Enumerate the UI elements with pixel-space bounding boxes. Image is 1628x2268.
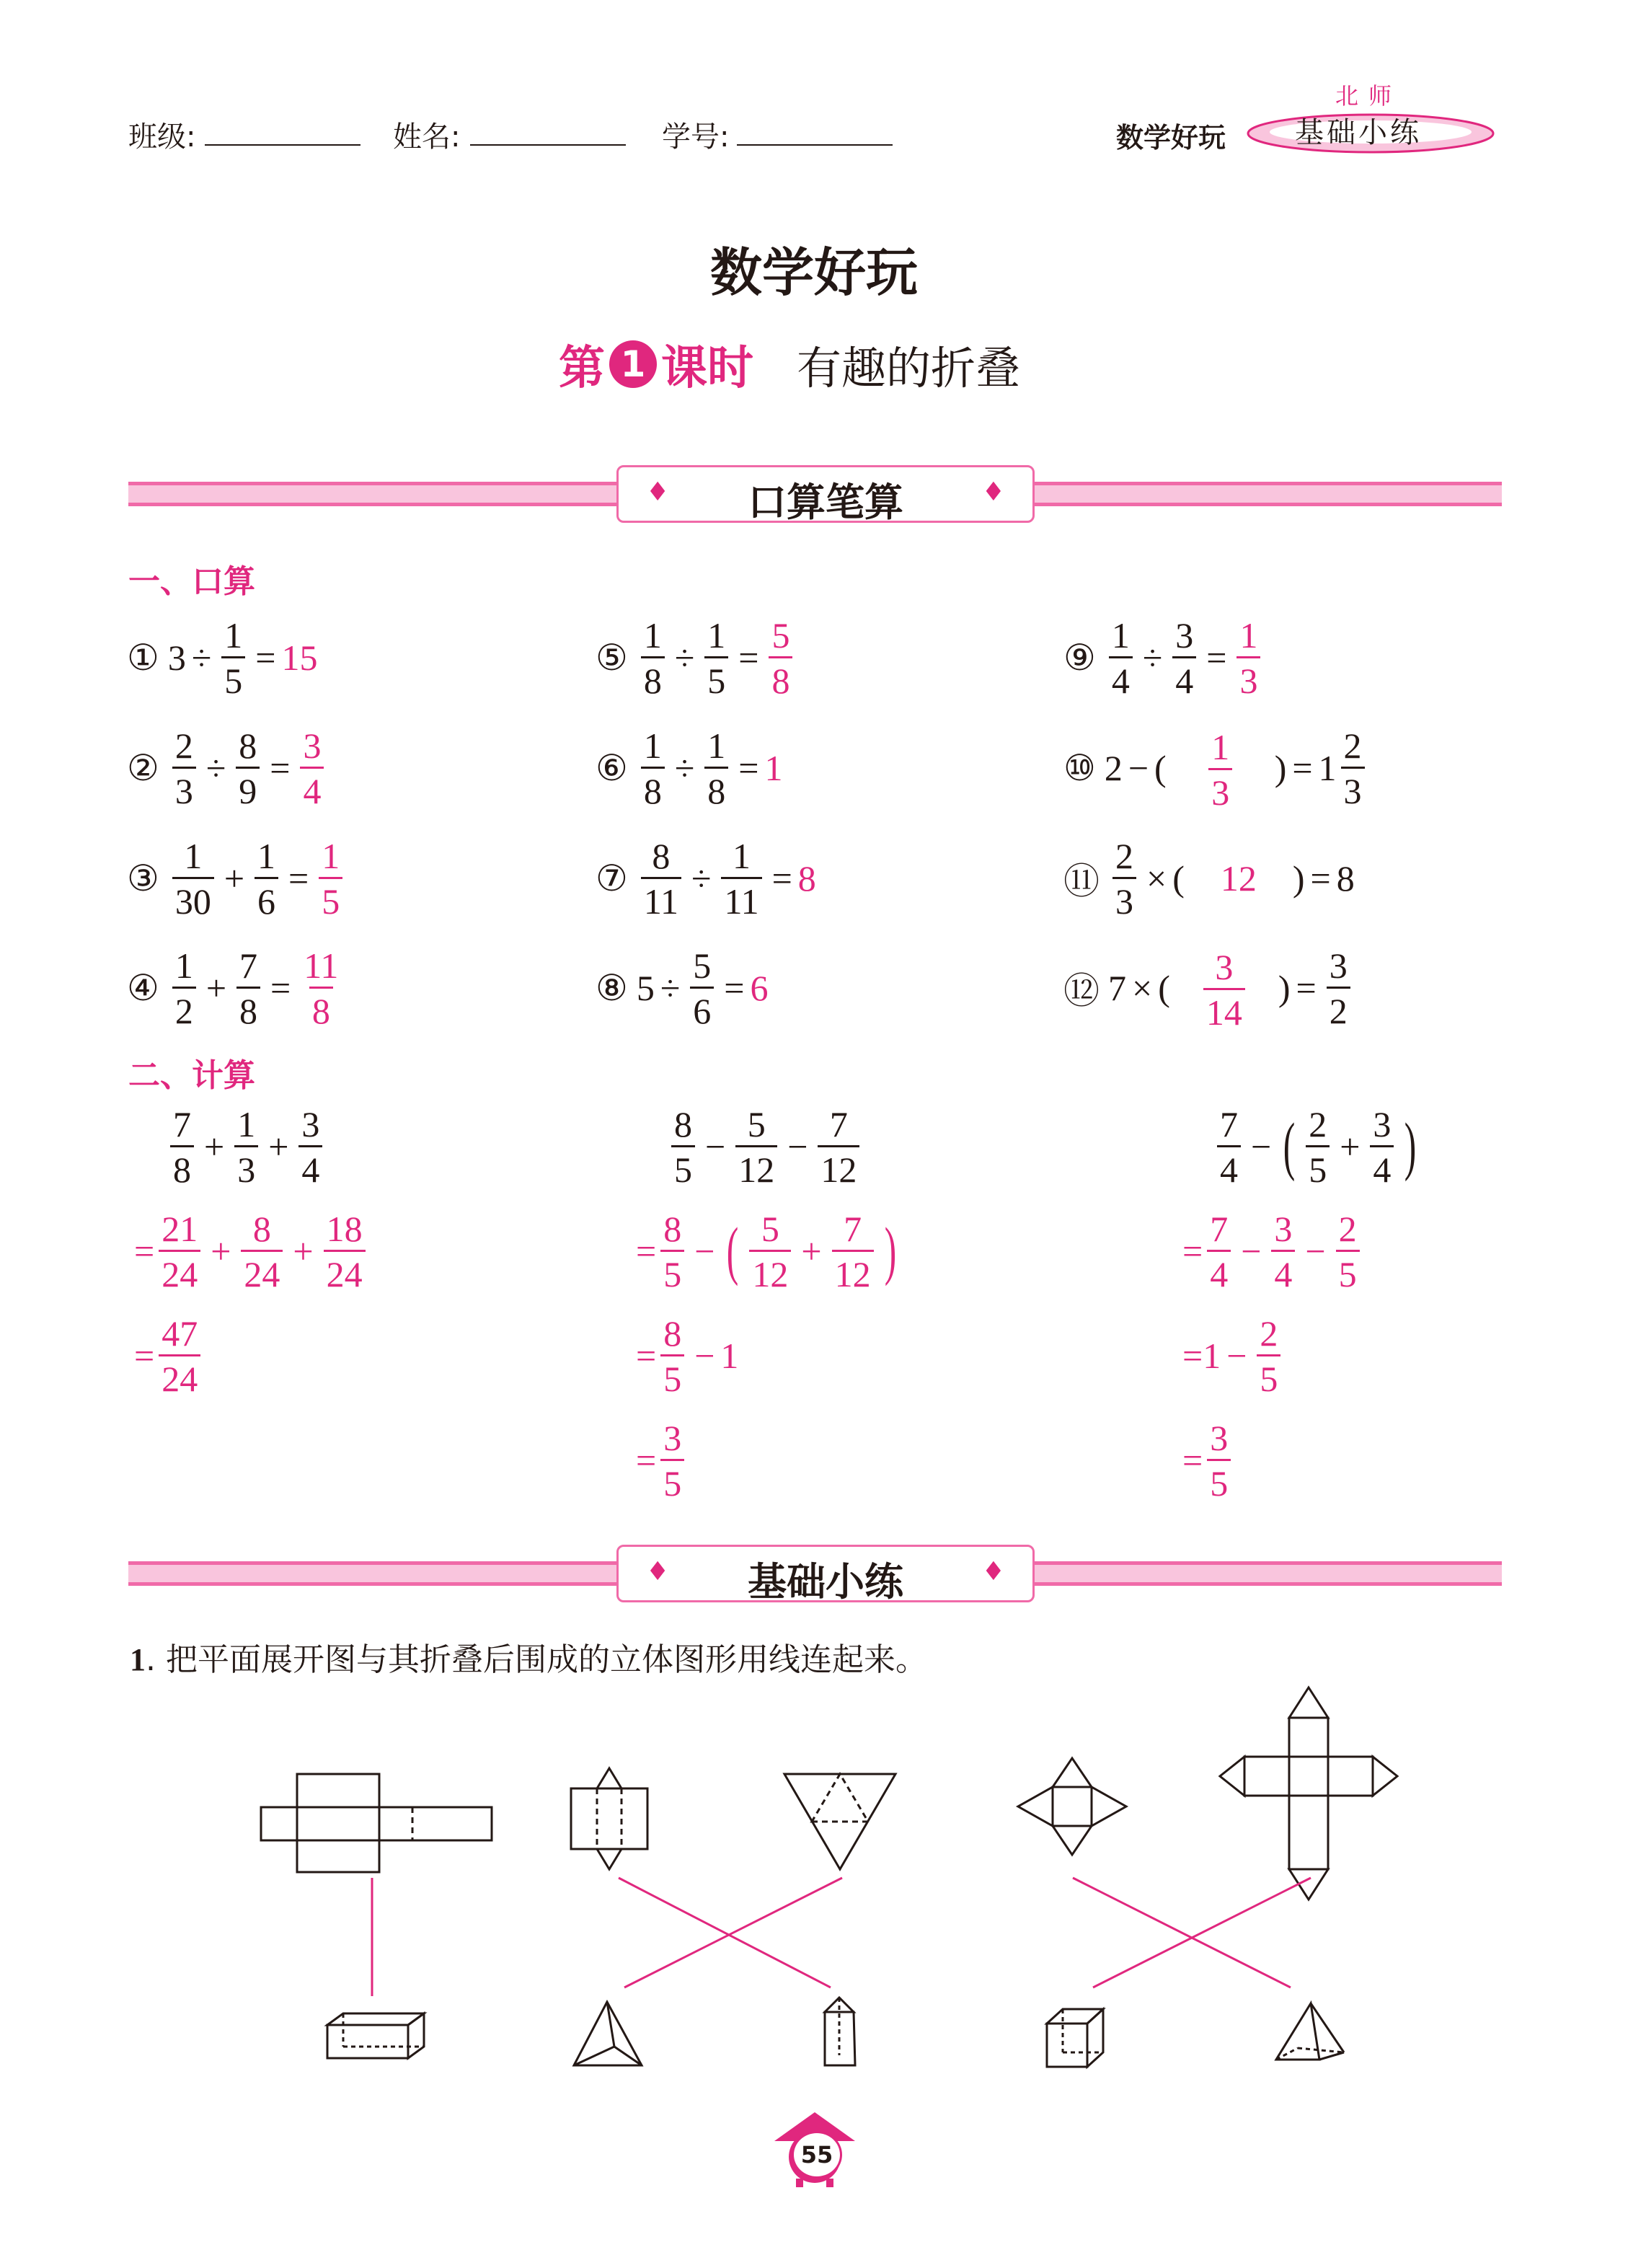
- fraction: $\frac{8}{11}$: [641, 838, 681, 919]
- oral-q4: [127, 937, 345, 1038]
- page-title: 数学好玩: [709, 242, 918, 303]
- calc-c-line-3: [1182, 1410, 1235, 1511]
- fraction: $\frac{5}{12}$: [749, 1211, 791, 1292]
- square-pyramid-icon: [1276, 2003, 1344, 2060]
- answer-fraction: $\frac{3}{4}$: [300, 728, 324, 809]
- result: 8: [1336, 858, 1355, 899]
- oral-q5: [596, 607, 797, 708]
- fraction: $\frac{3}{4}$: [1271, 1211, 1295, 1292]
- operator: ÷: [1142, 637, 1163, 678]
- paren: (: [1283, 1111, 1296, 1182]
- operator: −: [694, 1231, 715, 1271]
- operator: +: [204, 1126, 225, 1167]
- q-number: ③: [127, 858, 159, 899]
- equals: =: [134, 1231, 155, 1271]
- operator: ÷: [660, 968, 681, 1008]
- operator: ÷: [205, 748, 226, 788]
- equals: =: [1182, 1336, 1203, 1376]
- equals: =: [1310, 858, 1331, 899]
- operator: −: [1305, 1231, 1326, 1271]
- fraction: $\frac{3}{5}$: [660, 1420, 684, 1501]
- paren: ): [1278, 968, 1291, 1008]
- nets-diagram: [0, 1659, 1628, 2091]
- oral-q10: [1063, 718, 1369, 818]
- section-title-box-2: [616, 1545, 1035, 1605]
- calc-a-line-0: [166, 1096, 327, 1197]
- paren: (: [1172, 858, 1185, 899]
- oral-q8: [596, 937, 768, 1038]
- q-number: ②: [127, 748, 159, 788]
- square-pyramid-net-icon: [1018, 1758, 1126, 1855]
- fraction: $\frac{7}{8}$: [170, 1106, 194, 1188]
- operator: ÷: [191, 637, 212, 678]
- section-title-2: 基础小练: [748, 1559, 903, 1605]
- fraction: $\frac{5}{12}$: [735, 1106, 777, 1188]
- q-number: ④: [127, 968, 159, 1008]
- paren: ): [1292, 858, 1305, 899]
- cuboid-net-icon: [261, 1774, 492, 1872]
- fraction: $\frac{1}{5}$: [704, 617, 728, 699]
- operator: ÷: [674, 748, 695, 788]
- operator: −: [694, 1336, 715, 1376]
- tetrahedron-icon: [574, 2002, 642, 2065]
- brand-top: 北师: [1335, 82, 1402, 110]
- name-label: 姓名:: [393, 120, 461, 154]
- diamond-icon: ♦: [981, 1557, 1005, 1587]
- q-number: ⑧: [596, 968, 628, 1008]
- q-number: ⑨: [1063, 637, 1096, 678]
- page-number: 55: [792, 2131, 842, 2179]
- operator: +: [801, 1231, 822, 1271]
- equals: =: [636, 1231, 657, 1271]
- part-1-title: 一、口算: [128, 563, 255, 600]
- operator: ÷: [674, 637, 695, 678]
- equals: =: [1182, 1231, 1203, 1271]
- operand: 3: [167, 637, 186, 678]
- name-blank[interactable]: [470, 144, 626, 146]
- oral-q12: [1063, 937, 1355, 1038]
- q-number: ⑫: [1063, 971, 1100, 1011]
- fraction: $\frac{1}{6}$: [255, 838, 278, 919]
- operator: +: [268, 1126, 289, 1167]
- triangular-prism-net-icon: [571, 1768, 647, 1869]
- answer-fraction: $\frac{1}{3}$: [1237, 617, 1260, 699]
- fraction: $\frac{2}{5}$: [1336, 1211, 1360, 1292]
- oral-q11: [1063, 828, 1355, 929]
- fraction: $\frac{1}{5}$: [221, 617, 245, 699]
- fraction: $\frac{1}{4}$: [1109, 617, 1133, 699]
- diamond-icon: ♦: [981, 477, 1005, 507]
- answer-fraction: $\frac{11}{8}$: [304, 945, 339, 1031]
- paren: ): [884, 1215, 896, 1287]
- id-label: 学号:: [662, 120, 730, 154]
- oral-q3: [127, 828, 347, 929]
- fraction: $\frac{1}{2}$: [172, 948, 196, 1029]
- whole-part: 1: [1318, 748, 1337, 788]
- fraction: $\frac{1}{8}$: [641, 617, 665, 699]
- class-label: 班级:: [128, 120, 196, 154]
- operator: −: [1251, 1126, 1272, 1167]
- calc-a-line-2: [134, 1305, 205, 1406]
- header-section-name: 数学好玩: [1116, 122, 1226, 154]
- fraction: $\frac{7}{12}$: [818, 1106, 859, 1188]
- class-blank[interactable]: [205, 144, 360, 146]
- answer: 1: [764, 748, 783, 788]
- answer-fraction: $\frac{1}{3}$: [1208, 729, 1232, 811]
- q-number: ⑦: [596, 858, 628, 899]
- prism-net-icon: [1220, 1687, 1397, 1899]
- equals: =: [1292, 748, 1313, 788]
- answer: 6: [750, 968, 769, 1008]
- operator: +: [205, 968, 227, 1008]
- equals: =: [1206, 637, 1227, 678]
- fraction: $\frac{5}{6}$: [690, 948, 714, 1029]
- operand: 7: [1108, 968, 1126, 1008]
- fraction: $\frac{1}{8}$: [704, 728, 728, 809]
- q-number: ⑪: [1063, 861, 1100, 901]
- fraction: $\frac{1}{11}$: [721, 838, 761, 919]
- operator: ×: [1146, 858, 1167, 899]
- fraction: $\frac{21}{24}$: [159, 1211, 200, 1292]
- operand: 1: [1203, 1336, 1221, 1376]
- answer: 15: [281, 637, 318, 678]
- operator: +: [1340, 1126, 1361, 1167]
- oral-q9: [1063, 607, 1265, 708]
- paren: (: [1158, 968, 1170, 1008]
- brand-main: 基础小练: [1295, 116, 1422, 149]
- q-number: ⑥: [596, 748, 628, 788]
- question-1-number: 1: [130, 1642, 146, 1677]
- lesson-title: [559, 332, 1020, 397]
- answer-lines: [372, 1878, 1311, 1996]
- fraction: $\frac{3}{5}$: [1207, 1420, 1231, 1501]
- equals: =: [288, 858, 309, 899]
- answer-blank[interactable]: 12: [1220, 858, 1257, 899]
- equals: =: [636, 1336, 657, 1376]
- fraction: $\frac{3}{2}$: [1327, 948, 1350, 1029]
- operator: ÷: [691, 858, 712, 899]
- paren: ): [1404, 1111, 1417, 1182]
- cuboid-icon: [327, 2013, 424, 2058]
- lesson-number-badge: 1: [609, 340, 657, 388]
- q-number: ⑩: [1063, 748, 1096, 788]
- oral-q1: [127, 607, 317, 708]
- calc-a-line-1: [134, 1201, 370, 1302]
- equals: =: [636, 1440, 657, 1481]
- oral-q6: [596, 718, 782, 818]
- answer-fraction: $\frac{5}{8}$: [769, 617, 792, 699]
- equals: =: [255, 637, 276, 678]
- operand: 1: [720, 1336, 739, 1376]
- answer: 8: [797, 858, 816, 899]
- fraction: $\frac{7}{4}$: [1207, 1211, 1231, 1292]
- section-title-box-1: [616, 465, 1035, 523]
- equals: =: [1182, 1440, 1203, 1481]
- fraction: $\frac{8}{9}$: [236, 728, 260, 809]
- oral-q2: [127, 718, 328, 818]
- lesson-di: 第: [559, 342, 605, 395]
- oral-q7: [596, 828, 816, 929]
- q-number: ①: [127, 637, 159, 678]
- paren: ): [1274, 748, 1287, 788]
- triangular-prism-icon: [825, 1998, 855, 2065]
- answer-fraction: $\frac{1}{5}$: [319, 838, 342, 919]
- operator: −: [1241, 1231, 1262, 1271]
- fraction: $\frac{8}{5}$: [660, 1315, 684, 1397]
- fraction: $\frac{2}{5}$: [1257, 1315, 1280, 1397]
- diamond-icon: ♦: [646, 477, 670, 507]
- operand: 5: [636, 968, 655, 1008]
- cube-icon: [1047, 2009, 1103, 2067]
- calc-c-line-2: [1182, 1305, 1285, 1406]
- lesson-name: 有趣的折叠: [797, 341, 1021, 394]
- fraction: $\frac{18}{24}$: [324, 1211, 366, 1292]
- calc-b-line-1: [636, 1201, 903, 1302]
- equals: =: [270, 968, 291, 1008]
- fraction: $\frac{7}{4}$: [1217, 1106, 1241, 1188]
- fraction: $\frac{2}{3}$: [172, 728, 196, 809]
- equals: =: [738, 748, 759, 788]
- part-2-title: 二、计算: [128, 1057, 255, 1094]
- fraction: $\frac{8}{5}$: [671, 1106, 695, 1188]
- answer-blank[interactable]: [1167, 726, 1275, 811]
- section-title-1: 口算笔算: [748, 480, 903, 525]
- operator: −: [1226, 1336, 1247, 1376]
- calc-b-line-3: [636, 1410, 689, 1511]
- equals: =: [1296, 968, 1317, 1008]
- fraction: $\frac{7}{8}$: [236, 948, 260, 1029]
- operator: +: [293, 1231, 314, 1271]
- fraction: $\frac{2}{3}$: [1341, 728, 1365, 809]
- operator: ×: [1132, 968, 1153, 1008]
- calc-c-line-0: [1213, 1096, 1423, 1197]
- q-number: ⑤: [596, 637, 628, 678]
- diamond-icon: ♦: [646, 1557, 670, 1587]
- tetrahedron-net-icon: [784, 1774, 895, 1869]
- paren: (: [1154, 748, 1167, 788]
- calc-b-line-0: [667, 1096, 864, 1197]
- fraction: $\frac{8}{5}$: [660, 1211, 684, 1292]
- fraction: $\frac{1}{3}$: [234, 1106, 258, 1188]
- fraction: $\frac{3}{4}$: [1172, 617, 1196, 699]
- calc-c-line-1: [1182, 1201, 1364, 1302]
- operator: +: [224, 858, 245, 899]
- equals: =: [270, 748, 291, 788]
- operand: 2: [1104, 748, 1123, 788]
- question-1-text: . 把平面展开图与其折叠后围成的立体图形用线连起来。: [146, 1641, 927, 1678]
- operator: −: [705, 1126, 726, 1167]
- fraction: $\frac{8}{24}$: [241, 1211, 283, 1292]
- equals: =: [724, 968, 745, 1008]
- paren: (: [727, 1215, 739, 1287]
- fraction: $\frac{1}{8}$: [641, 728, 665, 809]
- fraction: $\frac{47}{24}$: [159, 1315, 200, 1397]
- fraction: $\frac{2}{3}$: [1112, 838, 1136, 919]
- equals: =: [134, 1336, 155, 1376]
- fraction: $\frac{3}{4}$: [298, 1106, 322, 1188]
- lesson-keshi: 课时: [661, 342, 753, 395]
- operator: −: [1128, 748, 1149, 788]
- fraction: $\frac{7}{12}$: [832, 1211, 874, 1292]
- fraction: $\frac{1}{30}$: [172, 838, 214, 919]
- operator: −: [787, 1126, 808, 1167]
- answer-fraction: $\frac{3}{14}$: [1203, 949, 1245, 1031]
- answer-blank[interactable]: [1170, 946, 1278, 1031]
- fraction: $\frac{2}{5}$: [1306, 1106, 1330, 1188]
- calc-b-line-2: [636, 1305, 738, 1406]
- fraction: $\frac{3}{4}$: [1370, 1106, 1394, 1188]
- equals: =: [771, 858, 792, 899]
- operator: +: [211, 1231, 231, 1271]
- id-blank[interactable]: [737, 144, 893, 146]
- equals: =: [738, 637, 759, 678]
